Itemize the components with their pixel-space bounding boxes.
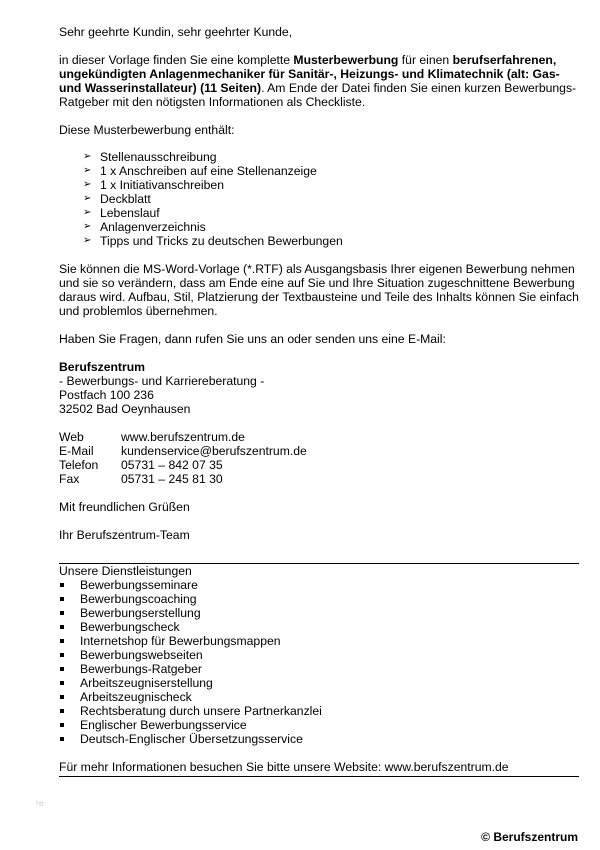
address-line: - Bewerbungs- und Karriereberatung - xyxy=(59,374,265,388)
intro-paragraph xyxy=(59,53,579,109)
services-list-1 xyxy=(59,578,579,676)
list-item: ➢ Lebenslauf xyxy=(83,206,579,220)
list-item: Bewerbungswebseiten xyxy=(59,648,579,662)
services-list-3 xyxy=(59,718,579,746)
contents-list xyxy=(59,150,579,248)
more-info: Für mehr Informationen besuchen Sie bitte unsere Website: www.berufszentrum.de xyxy=(59,760,509,774)
contact-label: Fax xyxy=(59,472,80,486)
list-item: Bewerbungscoaching xyxy=(59,592,579,606)
list-item: Deutsch-Englischer Übersetzungsservice xyxy=(59,732,579,746)
list-item: Bewerbungserstellung xyxy=(59,606,579,620)
questions-paragraph: Haben Sie Fragen, dann rufen Sie uns an oder senden uns eine E-Mail: xyxy=(59,332,446,346)
address-line: 32502 Bad Oeynhausen xyxy=(59,402,191,416)
contact-label: Web xyxy=(59,430,84,444)
document-page xyxy=(59,25,579,777)
signature: Ihr Berufszentrum-Team xyxy=(59,528,190,542)
list-item: Arbeitszeugniserstellung xyxy=(59,676,579,690)
contact-block xyxy=(59,430,579,486)
contact-label: E-Mail xyxy=(59,444,94,458)
copyright: © Berufszentrum xyxy=(481,830,578,844)
contact-label: Telefon xyxy=(59,458,99,472)
list-item: ➢ 1 x Anschreiben auf eine Stellenanzeige xyxy=(83,164,579,178)
services-list-2 xyxy=(59,676,579,718)
usage-paragraph: Sie können die MS-Word-Vorlage (*.RTF) als Ausgangsbasis Ihrer eigenen Bewerbung nehmen und sie so verändern, dass am Ende eine auf Sie und Ihre Situation zugeschnittene Bewerbung daraus wird. Aufbau, Stil, Platzierung der Textbausteine und Teile des Inhalts können Sie einfach und problemlos übernehmen. xyxy=(59,262,579,318)
greeting: Sehr geehrte Kundin, sehr geehrter Kunde, xyxy=(59,25,293,39)
list-item: ➢ Anlagenverzeichnis xyxy=(83,220,579,234)
contact-web[interactable]: www.berufszentrum.de xyxy=(121,430,245,444)
contact-email[interactable]: kundenservice@berufszentrum.de xyxy=(121,444,307,458)
closing: Mit freundlichen Grüßen xyxy=(59,500,190,514)
list-item: ➢ Tipps und Tricks zu deutschen Bewerbungen xyxy=(83,234,579,248)
list-item: Internetshop für Bewerbungsmappen xyxy=(59,634,579,648)
list-item: Rechtsberatung durch unsere Partnerkanzlei xyxy=(59,704,579,718)
intro-bold-2: berufserfahrenen, ungekündigten Anlagenmechaniker für Sanitär-, Heizungs- und Klimatechnik (alt: Gas- und Wasserinstallateur) (11 Seiten) xyxy=(59,53,560,95)
list-item: Bewerbungscheck xyxy=(59,620,579,634)
list-item: ➢ Deckblatt xyxy=(83,192,579,206)
list-item: ➢ Stellenausschreibung xyxy=(83,150,579,164)
list-item: Bewerbungs-Ratgeber xyxy=(59,662,579,676)
list-item: ➢ 1 x Initiativanschreiben xyxy=(83,178,579,192)
list-item: Bewerbungsseminare xyxy=(59,578,579,592)
address-block xyxy=(59,360,579,416)
faint-stamp: htt xyxy=(36,801,44,808)
footer-divider xyxy=(59,776,579,777)
intro-text-1: in dieser Vorlage finden Sie eine komplette xyxy=(59,53,294,67)
intro-bold-1: Musterbewerbung xyxy=(293,53,399,67)
list-item: Arbeitszeugnischeck xyxy=(59,690,579,704)
intro-text-3: . Am Ende der Datei finden Sie einen kurzen Bewerbungs-Ratgeber mit den nötigsten Informationen als Checkliste. xyxy=(59,81,577,109)
services-heading: Unsere Dienstleistungen xyxy=(59,564,192,578)
address-line: Postfach 100 236 xyxy=(59,388,154,402)
contact-phone: 05731 – 842 07 35 xyxy=(121,458,223,472)
intro-text-2: für einen xyxy=(398,53,453,67)
contents-heading: Diese Musterbewerbung enthält: xyxy=(59,123,235,137)
list-item: Englischer Bewerbungsservice xyxy=(59,718,579,732)
company-name: Berufszentrum xyxy=(59,360,146,374)
contact-fax: 05731 – 245 81 30 xyxy=(121,472,223,486)
